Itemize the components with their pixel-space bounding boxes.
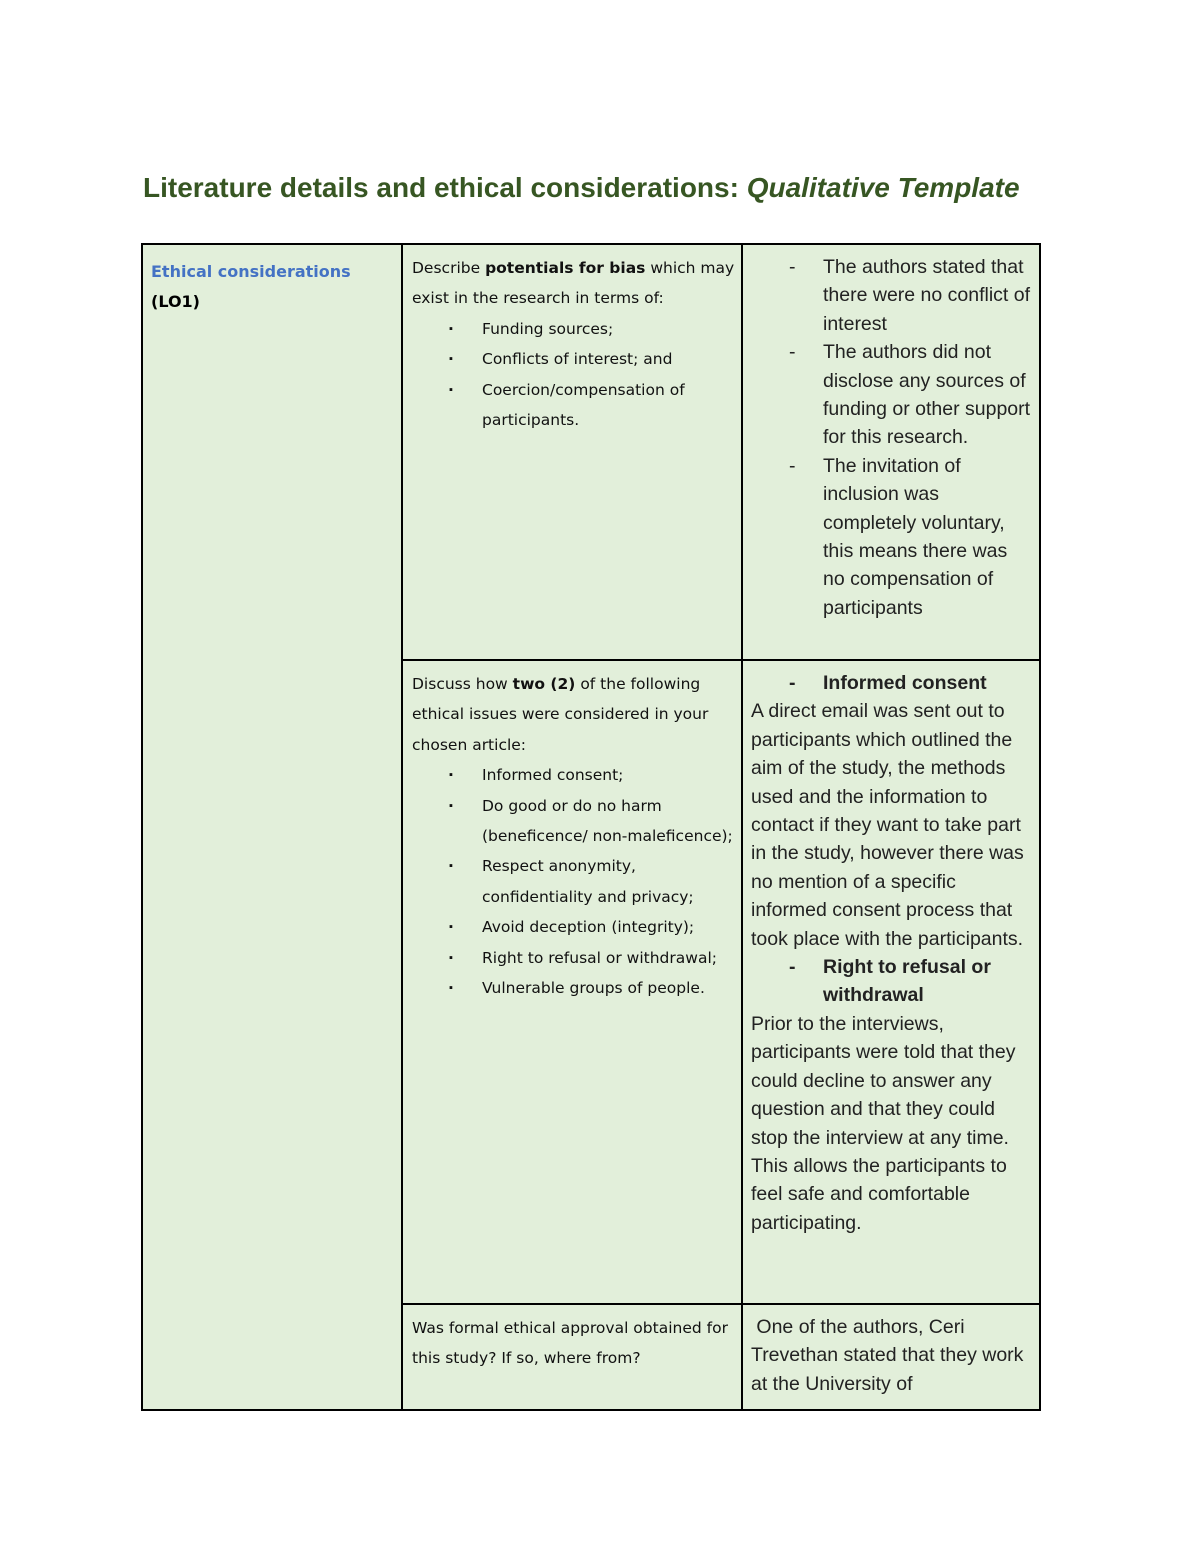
list-item: · Informed consent; xyxy=(412,760,735,790)
section-label-cell xyxy=(142,244,402,1410)
question-text: Discuss how xyxy=(412,675,513,693)
answer-cell xyxy=(742,660,1040,1304)
answer-list xyxy=(751,253,1031,622)
list-item: · Vulnerable groups of people. xyxy=(412,973,735,1003)
question-text: which may exist in the research in terms of: xyxy=(412,259,735,308)
section-heading: Ethical considerations xyxy=(151,262,351,281)
question-text: Was formal ethical approval obtained for this study? If so, where from? xyxy=(412,1319,728,1368)
answer-cell xyxy=(742,244,1040,660)
list-item: - The invitation of inclusion was completely voluntary, this means there was no compensation of participants xyxy=(751,452,1031,622)
answer-paragraph: Prior to the interviews, participants were told that they could decline to answer any question and that they could stop the interview at any time. This allows the participants to feel safe and comfortable participating. xyxy=(751,1012,1016,1234)
list-item: · Conflicts of interest; and xyxy=(412,344,735,374)
section-code: (LO1) xyxy=(151,292,200,311)
question-cell xyxy=(402,244,742,660)
list-item: - The authors stated that there were no conflict of interest xyxy=(751,253,1031,338)
list-item: · Right to refusal or withdrawal; xyxy=(412,943,735,973)
list-item: · Coercion/compensation of participants. xyxy=(412,375,735,436)
list-item: - The authors did not disclose any sources of funding or other support for this research. xyxy=(751,338,1031,452)
answer-subheading: - Right to refusal or withdrawal xyxy=(751,953,1031,1010)
answer-cell xyxy=(742,1304,1040,1410)
table-row xyxy=(142,244,1040,660)
question-cell xyxy=(402,1304,742,1410)
question-emphasis: potentials for bias xyxy=(485,259,646,277)
question-emphasis: two (2) xyxy=(512,675,576,693)
answer-paragraph: One of the authors, Ceri Trevethan stated that they work at the University of xyxy=(751,1316,1029,1395)
title-plain: Literature details and ethical considerations: xyxy=(143,172,747,203)
list-item: · Do good or do no harm (beneficence/ non-maleficence); xyxy=(412,791,735,852)
ethics-table xyxy=(141,243,1041,1411)
answer-paragraph: A direct email was sent out to participants which outlined the aim of the study, the methods used and the information to contact if they want to take part in the study, however there was no mention of a specific informed consent process that took place with the participants. xyxy=(751,700,1024,950)
list-item: · Respect anonymity, confidentiality and privacy; xyxy=(412,851,735,912)
question-bullets xyxy=(412,314,735,436)
question-text: Describe xyxy=(412,259,486,277)
title-italic: Qualitative Template xyxy=(746,172,1020,203)
list-item: · Funding sources; xyxy=(412,314,735,344)
question-cell xyxy=(402,660,742,1304)
answer-subheading: - Informed consent xyxy=(751,669,1031,697)
list-item: · Avoid deception (integrity); xyxy=(412,912,735,942)
question-bullets xyxy=(412,760,735,1003)
question-text: of the following ethical issues were considered in your chosen article: xyxy=(412,675,709,754)
page-title xyxy=(143,172,1043,203)
